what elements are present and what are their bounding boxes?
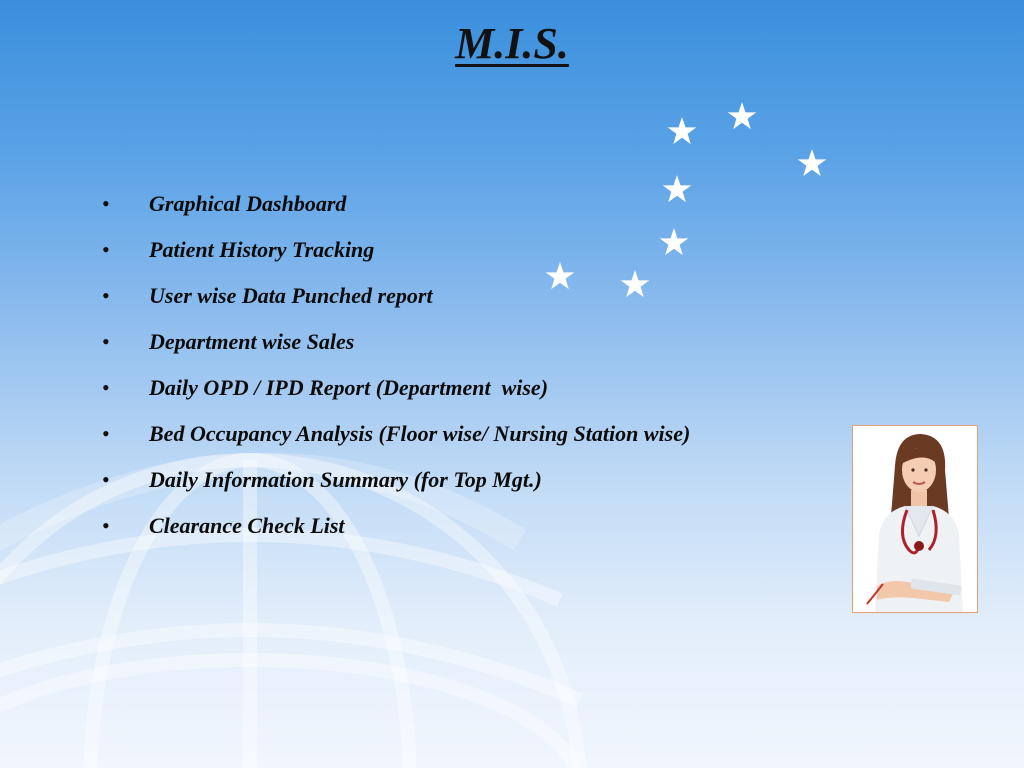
bullet-icon: • [102, 191, 110, 216]
bullet-icon: • [102, 329, 110, 354]
bullet-icon: • [102, 375, 110, 400]
list-item [102, 365, 690, 411]
list-item-text: Clearance Check List [149, 513, 345, 538]
list-item [102, 319, 690, 365]
list-item-text: Department wise Sales [149, 329, 355, 354]
star-icon [668, 117, 697, 144]
star-icon [798, 149, 827, 176]
nurse-photo [852, 425, 978, 613]
list-item-text: Patient History Tracking [149, 237, 375, 262]
list-item-text: Graphical Dashboard [149, 191, 347, 216]
slide-title: M.I.S. [455, 19, 569, 68]
bullet-list [102, 181, 690, 549]
list-item [102, 411, 690, 457]
star-icon [728, 102, 757, 129]
list-item [102, 181, 690, 227]
list-item [102, 503, 690, 549]
list-item-text: Daily Information Summary (for Top Mgt.) [149, 467, 542, 492]
bullet-icon: • [102, 513, 110, 538]
list-item [102, 457, 690, 503]
bullet-icon: • [102, 421, 110, 446]
list-item-text: User wise Data Punched report [149, 283, 433, 308]
bullet-icon: • [102, 237, 110, 262]
list-item-text: Daily OPD / IPD Report (Department wise) [149, 375, 549, 400]
bullet-icon: • [102, 467, 110, 492]
nurse-illustration [853, 426, 978, 613]
list-item [102, 227, 690, 273]
list-item-text: Bed Occupancy Analysis (Floor wise/ Nursing Station wise) [149, 421, 691, 446]
list-item [102, 273, 690, 319]
bullet-icon: • [102, 283, 110, 308]
